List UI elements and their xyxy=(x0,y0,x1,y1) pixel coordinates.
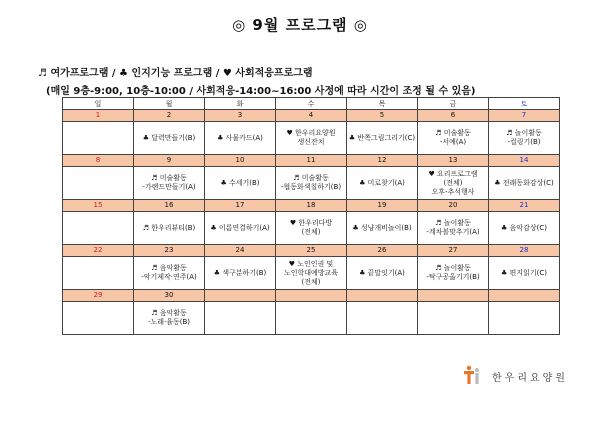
calendar-table xyxy=(62,97,560,335)
activity-line: -악기제작·연주(A) xyxy=(141,273,197,281)
activity-line: ♥ 한우리다방 xyxy=(289,219,333,227)
date-cell: 15 xyxy=(63,200,134,212)
activity-cell xyxy=(347,302,418,335)
activity-line: ♥ 요리프로그램 xyxy=(428,169,478,178)
activity-cell xyxy=(276,257,347,290)
activity-line: ♥ 한우리요양원 xyxy=(286,129,336,137)
date-cell xyxy=(276,290,347,302)
date-cell xyxy=(205,290,276,302)
activity-cell xyxy=(347,257,418,290)
weekday-sun: 일 xyxy=(63,98,134,110)
activity-cell xyxy=(418,212,489,245)
date-cell: 7 xyxy=(489,110,560,122)
activity-line: ♬ 미술활동 xyxy=(293,174,329,182)
activity-line: ♬ 한우리뷰티(B) xyxy=(142,223,196,232)
date-cell: 25 xyxy=(276,245,347,257)
schedule-hours-note: (매일 9층-9:00, 10층-10:00 / 사회적응-14:00~16:00 사정에 따라 시간이 조정 될 수 있음) xyxy=(46,86,476,97)
activity-cell xyxy=(489,167,560,200)
date-cell: 21 xyxy=(489,200,560,212)
weekday-header-row xyxy=(63,98,560,110)
activity-line: (전체) xyxy=(443,178,463,187)
activity-line: 생신잔치 xyxy=(297,138,325,146)
date-cell: 13 xyxy=(418,155,489,167)
activity-line: ♬ 음악활동 xyxy=(151,264,187,272)
activity-line: 노인학대예방교육 xyxy=(283,268,339,277)
activity-line: ♣ 색구분하기(B) xyxy=(213,268,267,277)
date-cell: 24 xyxy=(205,245,276,257)
date-cell: 26 xyxy=(347,245,418,257)
activity-line: (전체) xyxy=(301,277,321,286)
activity-line: ♬ 음악활동 xyxy=(151,309,187,317)
activity-line: ♬ 놀이활동 xyxy=(435,264,471,272)
date-cell: 29 xyxy=(63,290,134,302)
activity-line: ♣ 전래동화감상(C) xyxy=(494,178,554,187)
activity-row xyxy=(63,212,560,245)
activity-cell xyxy=(489,302,560,335)
date-cell: 5 xyxy=(347,110,418,122)
activity-line: ♬ 미술활동 xyxy=(435,129,471,137)
weekday-fri: 금 xyxy=(418,98,489,110)
date-cell: 12 xyxy=(347,155,418,167)
activity-line: ♣ 달력만들기(B) xyxy=(142,133,196,142)
date-cell: 6 xyxy=(418,110,489,122)
weekday-thu: 목 xyxy=(347,98,418,110)
activity-row xyxy=(63,257,560,290)
activity-line: ♣ 편지읽기(C) xyxy=(501,268,547,277)
activity-line: ♣ 수세기(B) xyxy=(220,178,260,187)
activity-line: ♣ 음악감상(C) xyxy=(501,223,547,232)
org-name: 한우리요양원 xyxy=(492,373,568,384)
date-cell xyxy=(418,290,489,302)
activity-line: -계차볼맞추기(A) xyxy=(426,228,480,236)
date-cell: 1 xyxy=(63,110,134,122)
activity-cell xyxy=(418,257,489,290)
date-cell: 11 xyxy=(276,155,347,167)
activity-cell xyxy=(347,122,418,155)
date-cell xyxy=(347,290,418,302)
activity-line: ♣ 끝말잇기(A) xyxy=(359,268,405,277)
activity-line: -협동화색칠하기(B) xyxy=(280,183,342,191)
activity-cell xyxy=(63,122,134,155)
activity-cell xyxy=(205,122,276,155)
date-cell: 17 xyxy=(205,200,276,212)
activity-line: -컬링기(B) xyxy=(507,138,541,146)
activity-line: -서예(A) xyxy=(439,138,467,146)
date-cell: 18 xyxy=(276,200,347,212)
activity-cell xyxy=(347,212,418,245)
activity-line: ♣ 미로찾기(A) xyxy=(359,178,405,187)
activity-cell xyxy=(489,257,560,290)
program-legend: ♬ 여가프로그램 / ♣ 인지기능 프로그램 / ♥ 사회적응프로그램 xyxy=(38,68,313,79)
activity-cell xyxy=(134,257,205,290)
date-cell: 19 xyxy=(347,200,418,212)
activity-line: ♥ 노인인권 및 xyxy=(288,259,334,268)
page-title: ◎ 9월 프로그램 ◎ xyxy=(232,16,368,34)
date-row xyxy=(63,200,560,212)
activity-line: ♣ 반쪽그림그리기(C) xyxy=(348,133,416,142)
activity-line: -노래·율동(B) xyxy=(147,318,191,326)
activity-cell xyxy=(63,167,134,200)
activity-cell xyxy=(134,302,205,335)
activity-cell xyxy=(276,302,347,335)
activity-cell xyxy=(276,122,347,155)
date-cell: 28 xyxy=(489,245,560,257)
weekday-wed: 수 xyxy=(276,98,347,110)
date-cell: 14 xyxy=(489,155,560,167)
activity-line: 오후-추석행사 xyxy=(431,187,475,196)
activity-line: -탁구공옮기기(B) xyxy=(426,273,480,281)
activity-cell xyxy=(205,212,276,245)
activity-cell xyxy=(418,122,489,155)
activity-line: ♬ 놀이활동 xyxy=(435,219,471,227)
date-row xyxy=(63,290,560,302)
activity-cell xyxy=(63,257,134,290)
weekday-tue: 화 xyxy=(205,98,276,110)
date-cell: 27 xyxy=(418,245,489,257)
date-cell: 10 xyxy=(205,155,276,167)
org-logo-icon xyxy=(462,365,482,385)
date-cell: 4 xyxy=(276,110,347,122)
activity-row xyxy=(63,167,560,200)
activity-cell xyxy=(205,167,276,200)
date-row xyxy=(63,110,560,122)
activity-cell xyxy=(489,212,560,245)
date-cell: 3 xyxy=(205,110,276,122)
activity-cell xyxy=(489,122,560,155)
date-row xyxy=(63,155,560,167)
date-cell: 9 xyxy=(134,155,205,167)
weekday-mon: 월 xyxy=(134,98,205,110)
activity-line: ♬ 미술활동 xyxy=(151,174,187,182)
activity-line: ♬ 놀이활동 xyxy=(506,129,542,137)
activity-line: -가랜드만들기(A) xyxy=(142,183,196,191)
activity-cell xyxy=(418,302,489,335)
date-cell: 16 xyxy=(134,200,205,212)
activity-cell xyxy=(205,257,276,290)
activity-cell xyxy=(418,167,489,200)
activity-line: ♣ 사물카드(A) xyxy=(217,133,263,142)
activity-line: ♣ 성냥개비놀이(B) xyxy=(352,223,412,232)
activity-cell xyxy=(63,302,134,335)
activity-cell xyxy=(134,167,205,200)
date-cell xyxy=(489,290,560,302)
activity-cell xyxy=(134,212,205,245)
date-cell: 8 xyxy=(63,155,134,167)
date-cell: 20 xyxy=(418,200,489,212)
activity-row xyxy=(63,122,560,155)
activity-line: (전체) xyxy=(301,228,321,236)
activity-cell xyxy=(276,167,347,200)
date-row xyxy=(63,245,560,257)
date-cell: 30 xyxy=(134,290,205,302)
activity-row xyxy=(63,302,560,335)
date-cell: 22 xyxy=(63,245,134,257)
activity-line: ♣ 이름연결하기(A) xyxy=(210,223,270,232)
weekday-sat: 토 xyxy=(489,98,560,110)
activity-cell xyxy=(134,122,205,155)
date-cell: 23 xyxy=(134,245,205,257)
activity-cell xyxy=(347,167,418,200)
activity-cell xyxy=(276,212,347,245)
activity-cell xyxy=(63,212,134,245)
activity-cell xyxy=(205,302,276,335)
date-cell: 2 xyxy=(134,110,205,122)
